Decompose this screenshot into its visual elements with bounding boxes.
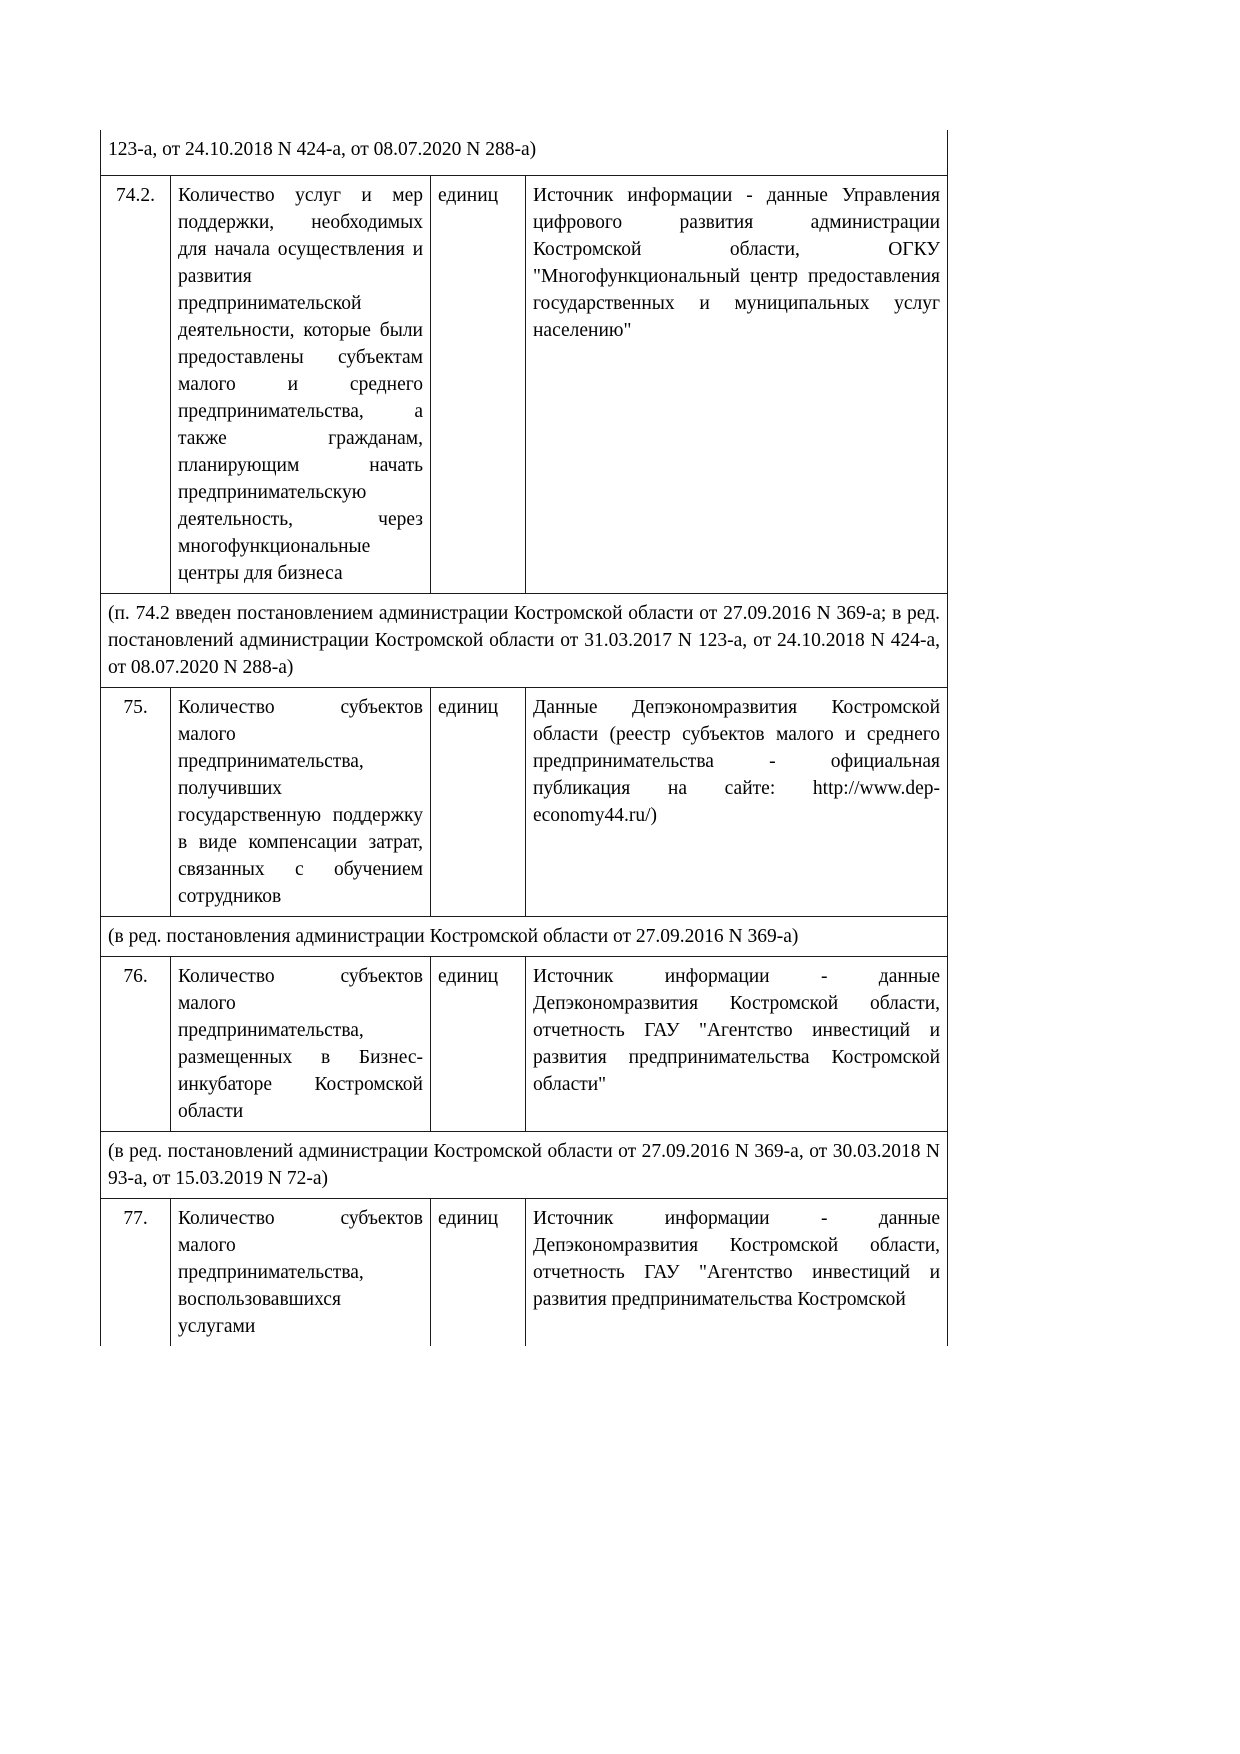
table-row [101,176,948,594]
row-number: 77. [101,1199,171,1347]
information-source: Источник информации - данные Депэкономразвития Костромской области, отчетность ГАУ "Агентство инвестиций и развития предпринимательства Костромской [526,1199,948,1347]
information-source: Источник информации - данные Управления цифрового развития администрации Костромской области, ОГКУ "Многофункциональный центр предоставления государственных и муниципальных услуг населению" [526,176,948,594]
indicator-name: Количество субъектов малого предпринимательства, размещенных в Бизнес-инкубаторе Костромской области [171,957,431,1132]
unit-value: единиц [431,957,526,1132]
note-row [101,1132,948,1199]
unit-value: единиц [431,688,526,917]
continuation-text: 123-а, от 24.10.2018 N 424-а, от 08.07.2020 N 288-а) [101,130,948,176]
row-number: 74.2. [101,176,171,594]
indicators-table [100,130,948,1346]
continuation-row [101,130,948,176]
table-row [101,1199,948,1347]
amendment-note: (в ред. постановления администрации Костромской области от 27.09.2016 N 369-а) [101,917,948,957]
unit-value: единиц [431,1199,526,1347]
note-row [101,917,948,957]
information-source: Данные Депэкономразвития Костромской области (реестр субъектов малого и среднего предпринимательства - официальная публикация на сайте: http://www.dep-economy44.ru/) [526,688,948,917]
note-row [101,594,948,688]
amendment-note: (п. 74.2 введен постановлением администрации Костромской области от 27.09.2016 N 369-а; в ред. постановлений администрации Костромской области от 31.03.2017 N 123-а, от 24.10.2018 N 424-а, от 08.07.2020 N 288-а) [101,594,948,688]
table-row [101,688,948,917]
information-source: Источник информации - данные Депэкономразвития Костромской области, отчетность ГАУ "Агентство инвестиций и развития предпринимательства Костромской области" [526,957,948,1132]
row-number: 76. [101,957,171,1132]
indicator-name: Количество субъектов малого предпринимательства, воспользовавшихся услугами [171,1199,431,1347]
table-row [101,957,948,1132]
indicator-name: Количество услуг и мер поддержки, необходимых для начала осуществления и развития предпринимательской деятельности, которые были предоставлены субъектам малого и среднего предпринимательства, а также гражданам, планирующим начать предпринимательскую деятельность, через многофункциональные центры для бизнеса [171,176,431,594]
row-number: 75. [101,688,171,917]
indicator-name: Количество субъектов малого предпринимательства, получивших государственную поддержку в виде компенсации затрат, связанных с обучением сотрудников [171,688,431,917]
unit-value: единиц [431,176,526,594]
amendment-note: (в ред. постановлений администрации Костромской области от 27.09.2016 N 369-а, от 30.03.2018 N 93-а, от 15.03.2019 N 72-а) [101,1132,948,1199]
